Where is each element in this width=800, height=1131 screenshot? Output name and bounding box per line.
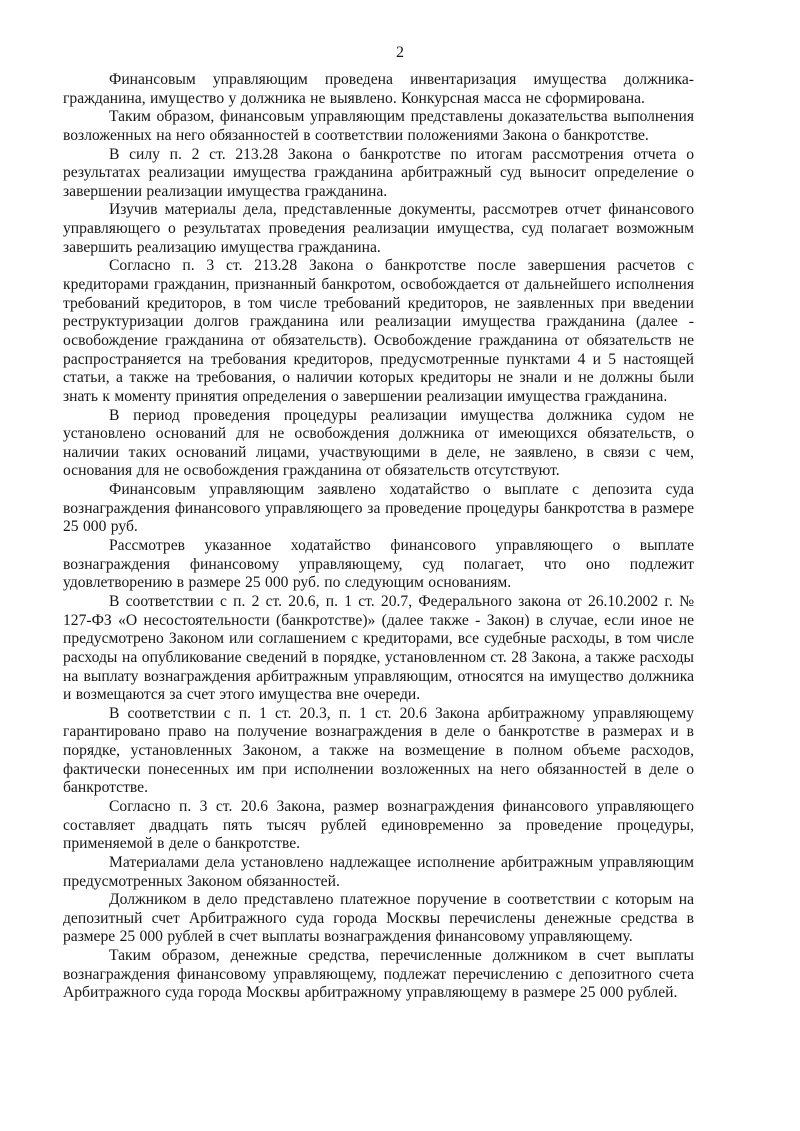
- paragraph-no-grounds-found: В период проведения процедуры реализации имущества должника судом не установлено оснований для не освобождения должника от имеющихся обязательств, о наличии таких оснований лицами, участвующими в деле, не заявлено, в связи с чем, основания для не освобождения гражданина от обязательств отсутствуют.: [63, 406, 694, 480]
- paragraph-law-20-3-20-6: В соответствии с п. 1 ст. 20.3, п. 1 ст. 20.6 Закона арбитражному управляющему гарантировано право на получение вознаграждения в деле о банкротстве в размерах и в порядке, установленных Законом, а также на возмещение в полном объеме расходов, фактически понесенных им при исполнении возложенных на него обязанностей в деле о банкротстве.: [63, 704, 694, 797]
- paragraph-inventory-result: Финансовым управляющим проведена инвентаризация имущества должника-гражданина, имущество у должника не выявлено. Конкурсная масса не сформирована.: [63, 71, 694, 107]
- paragraph-duties-evidence: Таким образом, финансовым управляющим представлены доказательства выполнения возложенных на него обязанностей в соответствии положениями Закона о банкротстве.: [63, 108, 694, 144]
- paragraph-court-conclusion: Изучив материалы дела, представленные документы, рассмотрев отчет финансового управляющего о результатах проведения реализации имущества, суд полагает возможным завершить реализацию имущества гражданина.: [63, 201, 694, 256]
- paragraph-remuneration-amount: Согласно п. 3 ст. 20.6 Закона, размер вознаграждения финансового управляющего составляет двадцать пять тысяч рублей единовременно за проведение процедуры, применяемой в деле о банкротстве.: [63, 797, 694, 853]
- paragraph-payment-order: Должником в дело представлено платежное поручение в соответствии с которым на депозитный счет Арбитражного суда города Москвы перечислены денежные средства в размере 25 000 рублей в счет выплаты вознаграждения финансовому управляющему.: [63, 891, 694, 946]
- paragraph-motion-considered: Рассмотрев указанное ходатайство финансового управляющего о выплате вознаграждения финансовому управляющему, суд полагает, что оно подлежит удовлетворению в размере 25 000 руб. по следующим основаниям.: [63, 537, 694, 592]
- paragraph-law-213-28-p2: В силу п. 2 ст. 213.28 Закона о банкротстве по итогам рассмотрения отчета о результатах реализации имущества гражданина арбитражный суд выносит определение о завершении реализации имущества гражданина.: [63, 145, 694, 200]
- page-number: 2: [396, 44, 404, 61]
- paragraph-proper-performance: Материалами дела установлено надлежащее исполнение арбитражным управляющим предусмотренных Законом обязанностей.: [63, 853, 694, 890]
- document-body: [63, 71, 694, 1003]
- paragraph-law-127-fz: В соответствии с п. 2 ст. 20.6, п. 1 ст. 20.7, Федерального закона от 26.10.2002 г. № 127-ФЗ «О несостоятельности (банкротстве)» (далее также - Закон) в случае, если иное не предусмотрено Законом или соглашением с кредиторами, все судебные расходы, в том числе расходы на опубликование сведений в порядке, установленном ст. 28 Закона, а также расходы на выплату вознаграждения арбитражным управляющим, относятся на имущество должника и возмещаются за счет этого имущества вне очереди.: [63, 592, 694, 704]
- paragraph-transfer-conclusion: Таким образом, денежные средства, перечисленные должником в счет выплаты вознаграждения финансовому управляющему, подлежат перечислению с депозитного счета Арбитражного суда города Москвы арбитражному управляющему в размере 25 000 рублей.: [63, 947, 694, 1002]
- paragraph-law-213-28-p3: Согласно п. 3 ст. 213.28 Закона о банкротстве после завершения расчетов с кредиторами гражданин, признанный банкротом, освобождается от дальнейшего исполнения требований кредиторов, в том числе требований кредиторов, не заявленных при введении реструктуризации долгов гражданина или реализации имущества гражданина (далее - освобождение гражданина от обязательств). Освобождение гражданина от обязательств не распространяется на требования кредиторов, предусмотренные пунктами 4 и 5 настоящей статьи, а также на требования, о наличии которых кредиторы не знали и не должны были знать к моменту принятия определения о завершении реализации имущества гражданина.: [63, 257, 694, 405]
- paragraph-motion-for-payment: Финансовым управляющим заявлено ходатайство о выплате с депозита суда вознаграждения финансового управляющего за проведение процедуры банкротства в размере 25 000 руб.: [63, 481, 694, 536]
